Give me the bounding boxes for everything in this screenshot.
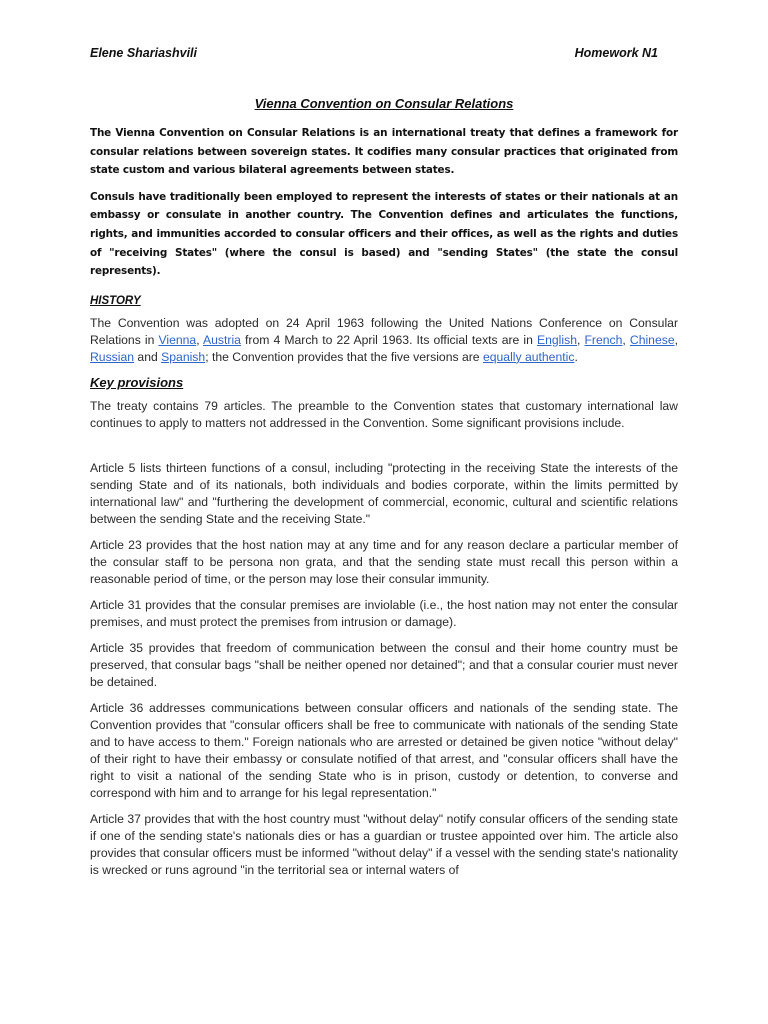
history-text-1: The Convention was adopted on 24 April 1963 following the United Nations Conference on Consular Relations in <box>90 315 678 347</box>
page-header <box>90 46 658 60</box>
intro-paragraph-2: Consuls have traditionally been employed to represent the interests of states or their nationals at an embassy or consulate in another country. The Convention defines and articulates the functions, rights, and immunities accorded to consular officers and their offices, as well as the rights and duties of "receiving States" (where the consul is based) and "sending States" (the state the consul represents). <box>90 190 678 278</box>
intro-paragraph-1: The Vienna Convention on Consular Relations is an international treaty that defines a framework for consular relations between sovereign states. It codifies many consular practices that originated from state custom and various bilateral agreements between states. <box>90 127 678 177</box>
document-title: Vienna Convention on Consular Relations <box>254 96 514 111</box>
article-23-paragraph: Article 23 provides that the host nation may at any time and for any reason declare a particular member of the consular staff to be persona non grata, and that the sending state must recall this person within a reasonable period of time, or the person may lose their consular immunity. <box>90 537 678 586</box>
history-text-2: , <box>196 332 203 347</box>
history-text-and: and <box>134 349 162 364</box>
link-chinese[interactable]: Chinese <box>629 332 675 347</box>
key-provisions-heading: Key provisions <box>90 374 184 390</box>
link-vienna[interactable]: Vienna <box>158 332 197 347</box>
history-text-4: ; the Convention provides that the five versions are <box>205 349 483 364</box>
author-name: Elene Shariashvili <box>90 46 197 60</box>
link-russian[interactable]: Russian <box>90 349 135 364</box>
article-5-paragraph: Article 5 lists thirteen functions of a consul, including "protecting in the receiving State the interests of the sending State and of its nationals, both individuals and bodies corporate, within the limits permitted by international law" and "furthering the development of commercial, economic, cultural and scientific relations between the sending State and the receiving State." <box>90 460 678 526</box>
link-spanish[interactable]: Spanish <box>161 349 206 364</box>
link-equally-authentic[interactable]: equally authentic <box>482 349 575 364</box>
history-paragraph: The Convention was adopted on 24 April 1963 following the United Nations Conference on Consular Relations in Vienna, Austria from 4 March to 22 April 1963. Its official texts are in English, French, Chinese, Russian and Spanish; the Convention provides that the five versions are equally authentic. <box>90 315 678 364</box>
article-37-paragraph: Article 37 provides that with the host country must "without delay" notify consular officers of the sending state if one of the sending state's nationals dies or has a guardian or trustee appointed over him. The article also provides that consular officers must be informed "without delay" if a vessel with the sending state's nationality is wrecked or runs aground "in the territorial sea or internal waters of <box>90 811 678 877</box>
link-austria[interactable]: Austria <box>203 332 241 347</box>
document-body <box>90 124 678 879</box>
article-35-paragraph: Article 35 provides that freedom of communication between the consul and their home country must be preserved, that consular bags "shall be neither opened nor detained"; and that a consular courier must never be detained. <box>90 640 678 689</box>
article-36-paragraph: Article 36 addresses communications between consular officers and nationals of the sending state. The Convention provides that "consular officers shall be free to communicate with nationals of the sending State and to have access to them." Foreign nationals who are arrested or detained be given notice "without delay" of their right to have their embassy or consulate notified of that arrest, and "consular officers shall have the right to visit a national of the sending State who is in prison, custody or detention, to converse and correspond with him and to arrange for his legal representation." <box>90 700 678 800</box>
history-heading: HISTORY <box>90 294 141 307</box>
history-text-5: . <box>574 349 578 364</box>
assignment-label: Homework N1 <box>574 46 658 60</box>
history-text-3: from 4 March to 22 April 1963. Its official texts are in <box>240 332 537 347</box>
key-provisions-intro: The treaty contains 79 articles. The preamble to the Convention states that customary international law continues to apply to matters not addressed in the Convention. Some significant provisions include. <box>90 398 678 430</box>
link-english[interactable]: English <box>537 332 577 347</box>
link-french[interactable]: French <box>584 332 623 347</box>
article-31-paragraph: Article 31 provides that the consular premises are inviolable (i.e., the host nation may not enter the consular premises, and must protect the premises from intrusion or damage). <box>90 597 678 629</box>
